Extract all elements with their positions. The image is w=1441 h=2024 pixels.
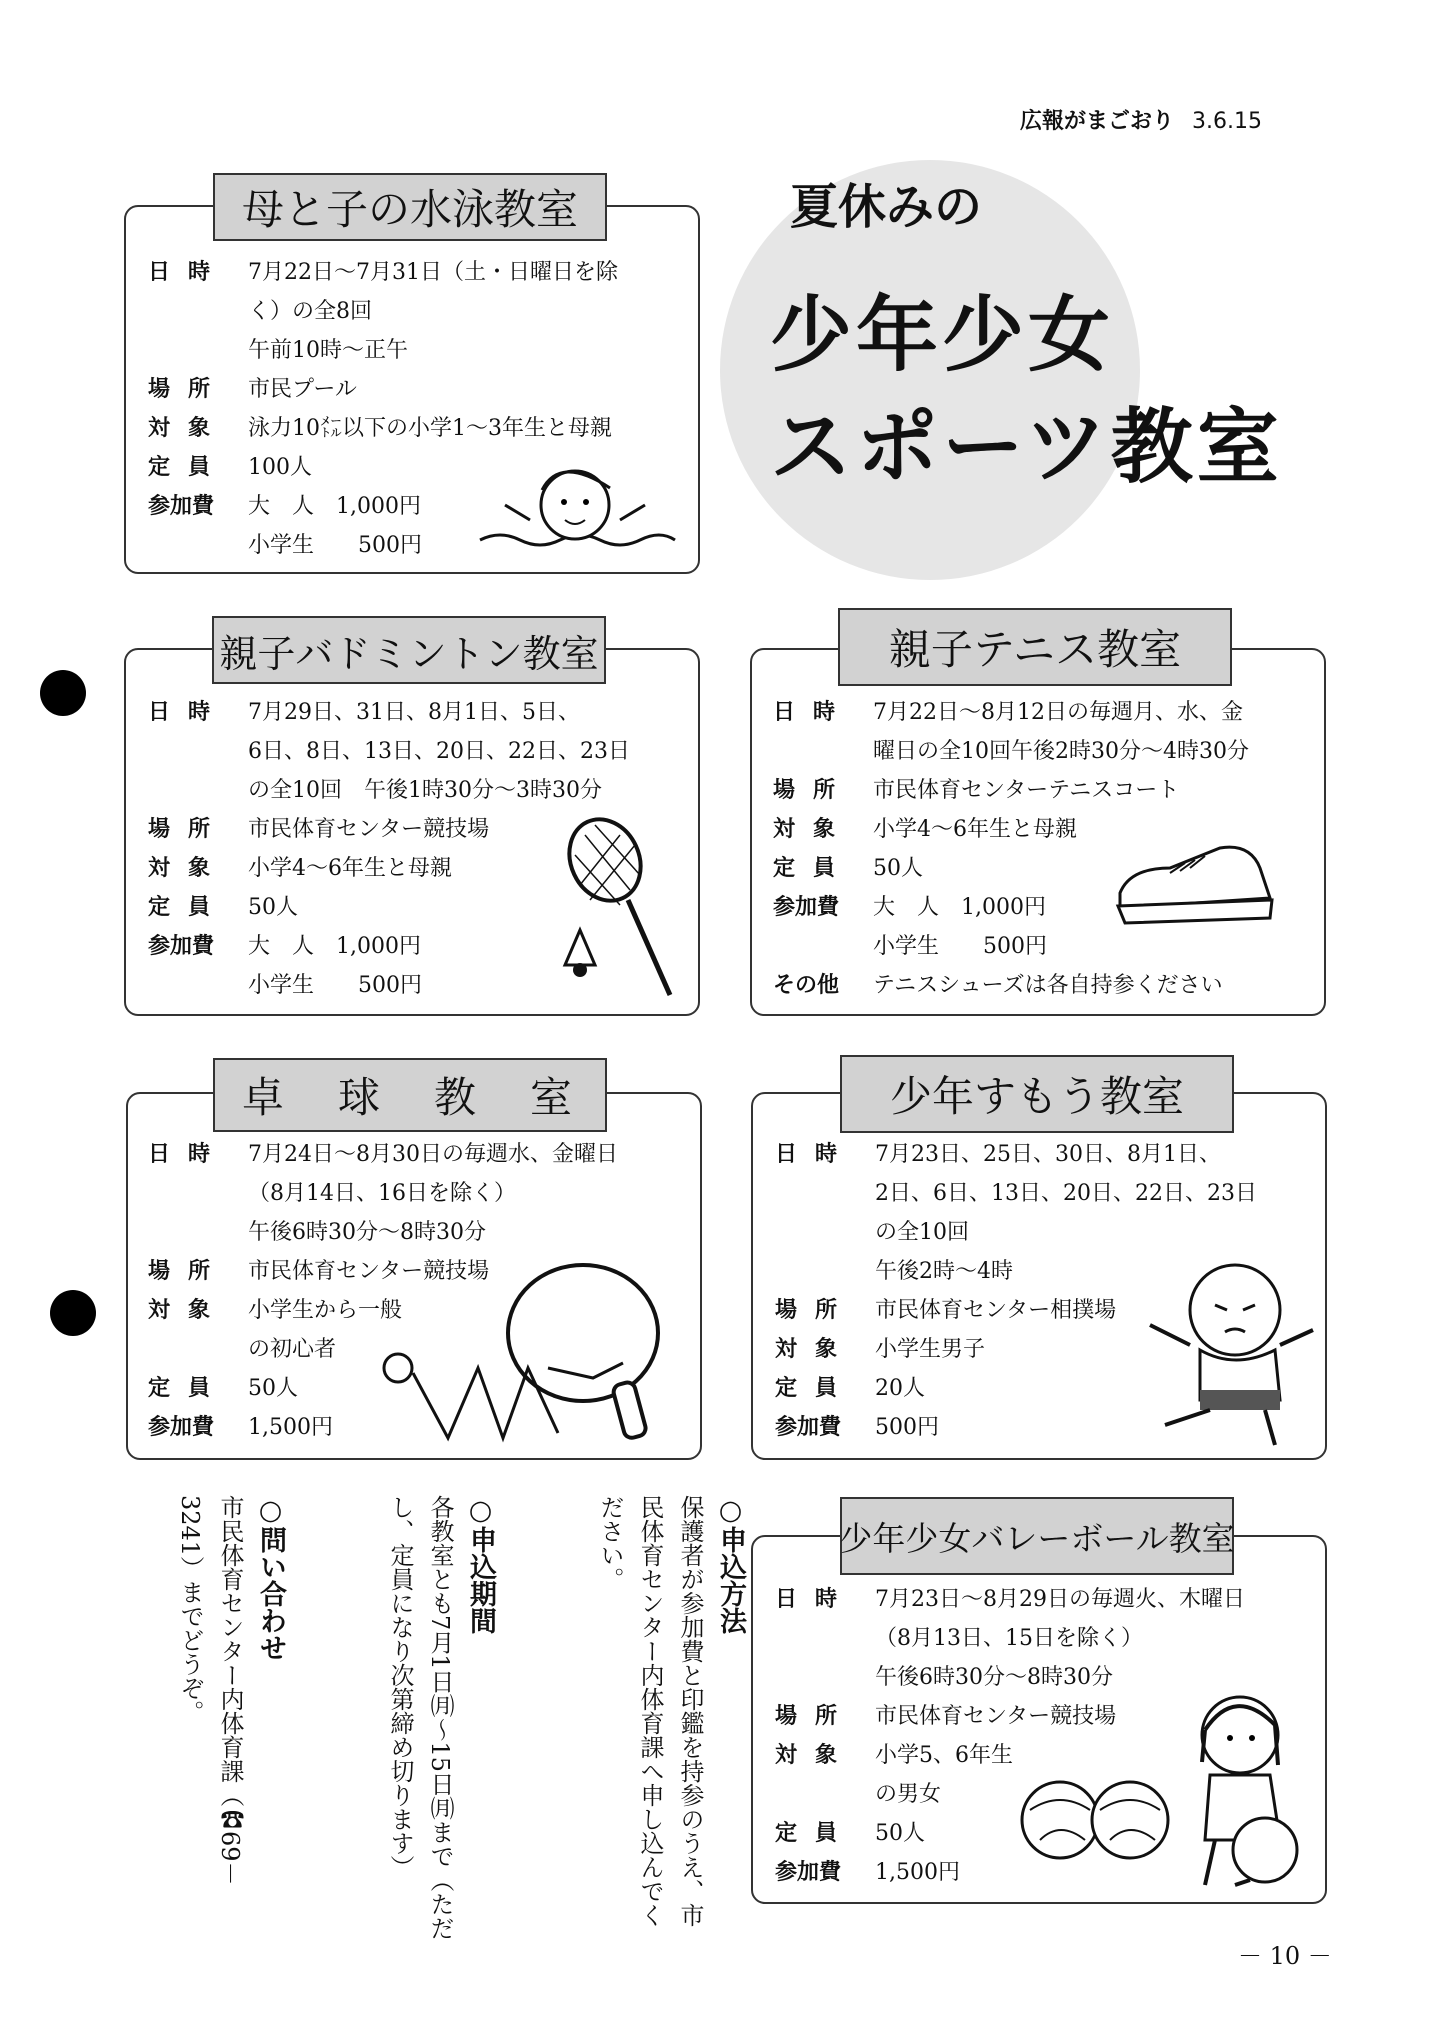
target-label: 対象 (148, 416, 229, 441)
datetime-value: 7月24日～8月30日の毎週水、金曜日 (248, 1142, 618, 1167)
badminton-racket-icon (560, 815, 680, 1000)
sumo-wrestler-icon (1135, 1250, 1320, 1450)
capacity-value: 20人 (875, 1376, 925, 1401)
place-value: 市民体育センター相撲場 (875, 1298, 1117, 1323)
ping-pong-paddle-icon (378, 1258, 678, 1448)
target-label: 対象 (775, 1337, 856, 1362)
punch-hole (50, 1290, 96, 1336)
place-label: 場所 (773, 778, 854, 803)
hero-title (770, 280, 1283, 504)
target-value: の初心者 (248, 1337, 337, 1362)
datetime-value: 7月22日～7月31日（土・日曜日を除 (248, 260, 618, 285)
fee-value: 1,500円 (248, 1415, 333, 1440)
capacity-value: 100人 (248, 455, 312, 480)
apply-method-section (590, 1495, 750, 1945)
swimming-child-icon (470, 450, 680, 560)
datetime-label: 日時 (775, 1587, 856, 1612)
fee-value: 小学生 500円 (873, 934, 1047, 959)
fee-value: 小学生 500円 (248, 533, 422, 558)
contact-text: 市民体育センター内体育課（☎69－3241）までどうぞ。 (176, 1495, 244, 1886)
page-header (1020, 104, 1262, 135)
issue-date: 3.6.15 (1192, 109, 1262, 134)
apply-period-text: 各教室とも7月1日㈪～15日㈪まで（ただし、定員になり次第締め切ります） (386, 1495, 454, 1941)
target-label: 対象 (775, 1743, 856, 1768)
datetime-value: 午後6時30分～8時30分 (875, 1665, 1113, 1690)
capacity-label: 定員 (148, 455, 229, 480)
tennis-class-title: 親子テニス教室 (838, 608, 1232, 686)
other-label: その他 (773, 973, 840, 998)
capacity-label: 定員 (775, 1821, 856, 1846)
fee-value: 大 人 1,000円 (873, 895, 1046, 920)
capacity-value: 50人 (248, 895, 298, 920)
datetime-value: 6日、8日、13日、20日、22日、23日 (248, 739, 630, 764)
target-value: の男女 (875, 1782, 942, 1807)
hero-title-line1: 少年少女 (770, 288, 1115, 383)
target-label: 対象 (773, 817, 854, 842)
target-value: 小学4～6年生と母親 (248, 856, 452, 881)
target-label: 対象 (148, 1298, 229, 1323)
place-label: 場所 (148, 1259, 229, 1284)
capacity-label: 定員 (148, 1376, 229, 1401)
target-value: 小学生から一般 (248, 1298, 403, 1323)
place-value: 市民体育センター競技場 (875, 1704, 1117, 1729)
badminton-class-title: 親子バドミントン教室 (212, 616, 606, 684)
target-value: 小学4～6年生と母親 (873, 817, 1077, 842)
publication-name: 広報がまごおり (1020, 109, 1175, 134)
page-number: － 10 － (1238, 1942, 1332, 1970)
place-label: 場所 (775, 1704, 856, 1729)
contact-section (170, 1495, 290, 1945)
datetime-value: 午後6時30分～8時30分 (248, 1220, 486, 1245)
datetime-value: 7月22日～8月12日の毎週月、水、金 (873, 700, 1243, 725)
other-value: テニスシューズは各自持参ください (873, 973, 1223, 998)
apply-period-section (380, 1495, 500, 1945)
datetime-label: 日時 (148, 260, 229, 285)
punch-hole (40, 670, 86, 716)
fee-value: 1,500円 (875, 1860, 960, 1885)
place-label: 場所 (148, 377, 229, 402)
fee-label: 参加費 (775, 1860, 842, 1885)
datetime-value: 7月23日～8月29日の毎週火、木曜日 (875, 1587, 1245, 1612)
place-value: 市民プール (248, 377, 357, 402)
datetime-label: 日時 (775, 1142, 856, 1167)
sumo-class-title: 少年すもう教室 (840, 1055, 1234, 1133)
datetime-value: （8月14日、16日を除く） (248, 1181, 516, 1206)
datetime-label: 日時 (773, 700, 854, 725)
capacity-value: 50人 (873, 856, 923, 881)
datetime-value: 曜日の全10回午後2時30分～4時30分 (873, 739, 1249, 764)
fee-label: 参加費 (148, 1415, 215, 1440)
target-value: 泳力10㍍以下の小学1～3年生と母親 (248, 416, 612, 441)
datetime-value: 7月29日、31日、8月1日、5日、 (248, 700, 580, 725)
contact-heading: ○問い合わせ (255, 1495, 286, 1661)
datetime-value: く）の全8回 (248, 299, 372, 324)
swimming-class-title: 母と子の水泳教室 (213, 173, 607, 241)
fee-label: 参加費 (148, 934, 215, 959)
datetime-value: （8月13日、15日を除く） (875, 1626, 1143, 1651)
datetime-value: 7月23日、25日、30日、8月1日、 (875, 1142, 1221, 1167)
capacity-value: 50人 (875, 1821, 925, 1846)
place-value: 市民体育センターテニスコート (873, 778, 1180, 803)
target-value: 小学生男子 (875, 1337, 986, 1362)
fee-label: 参加費 (775, 1415, 842, 1440)
datetime-value: 午後2時～4時 (875, 1259, 1013, 1284)
capacity-label: 定員 (775, 1376, 856, 1401)
target-value: 小学5、6年生 (875, 1743, 1013, 1768)
datetime-value: 2日、6日、13日、20日、22日、23日 (875, 1181, 1257, 1206)
hero-subtitle: 夏休みの (790, 179, 983, 235)
datetime-label: 日時 (148, 700, 229, 725)
place-value: 市民体育センター競技場 (248, 817, 490, 842)
capacity-value: 50人 (248, 1376, 298, 1401)
apply-method-heading: ○申込方法 (715, 1495, 746, 1634)
table-tennis-class-title: 卓 球 教 室 (213, 1058, 607, 1132)
fee-label: 参加費 (773, 895, 840, 920)
apply-method-text: 保護者が参加費と印鑑を持参のうえ、市民体育センター内体育課へ申し込んでください。 (596, 1495, 704, 1927)
datetime-value: の全10回 (875, 1220, 969, 1245)
volleyball-girl-icon (1020, 1690, 1320, 1890)
target-label: 対象 (148, 856, 229, 881)
apply-period-heading: ○申込期間 (465, 1495, 496, 1634)
place-label: 場所 (148, 817, 229, 842)
fee-label: 参加費 (148, 494, 215, 519)
fee-value: 500円 (875, 1415, 939, 1440)
place-value: 市民体育センター競技場 (248, 1259, 490, 1284)
capacity-label: 定員 (148, 895, 229, 920)
capacity-label: 定員 (773, 856, 854, 881)
datetime-label: 日時 (148, 1142, 229, 1167)
datetime-value: 午前10時～正午 (248, 338, 408, 363)
hero-title-line2: スポーツ教室 (770, 400, 1283, 495)
fee-value: 大 人 1,000円 (248, 494, 421, 519)
datetime-value: の全10回 午後1時30分～3時30分 (248, 778, 602, 803)
volleyball-class-title: 少年少女バレーボール教室 (840, 1497, 1234, 1575)
place-label: 場所 (775, 1298, 856, 1323)
fee-value: 小学生 500円 (248, 973, 422, 998)
fee-value: 大 人 1,000円 (248, 934, 421, 959)
tennis-shoe-icon (1110, 838, 1280, 928)
